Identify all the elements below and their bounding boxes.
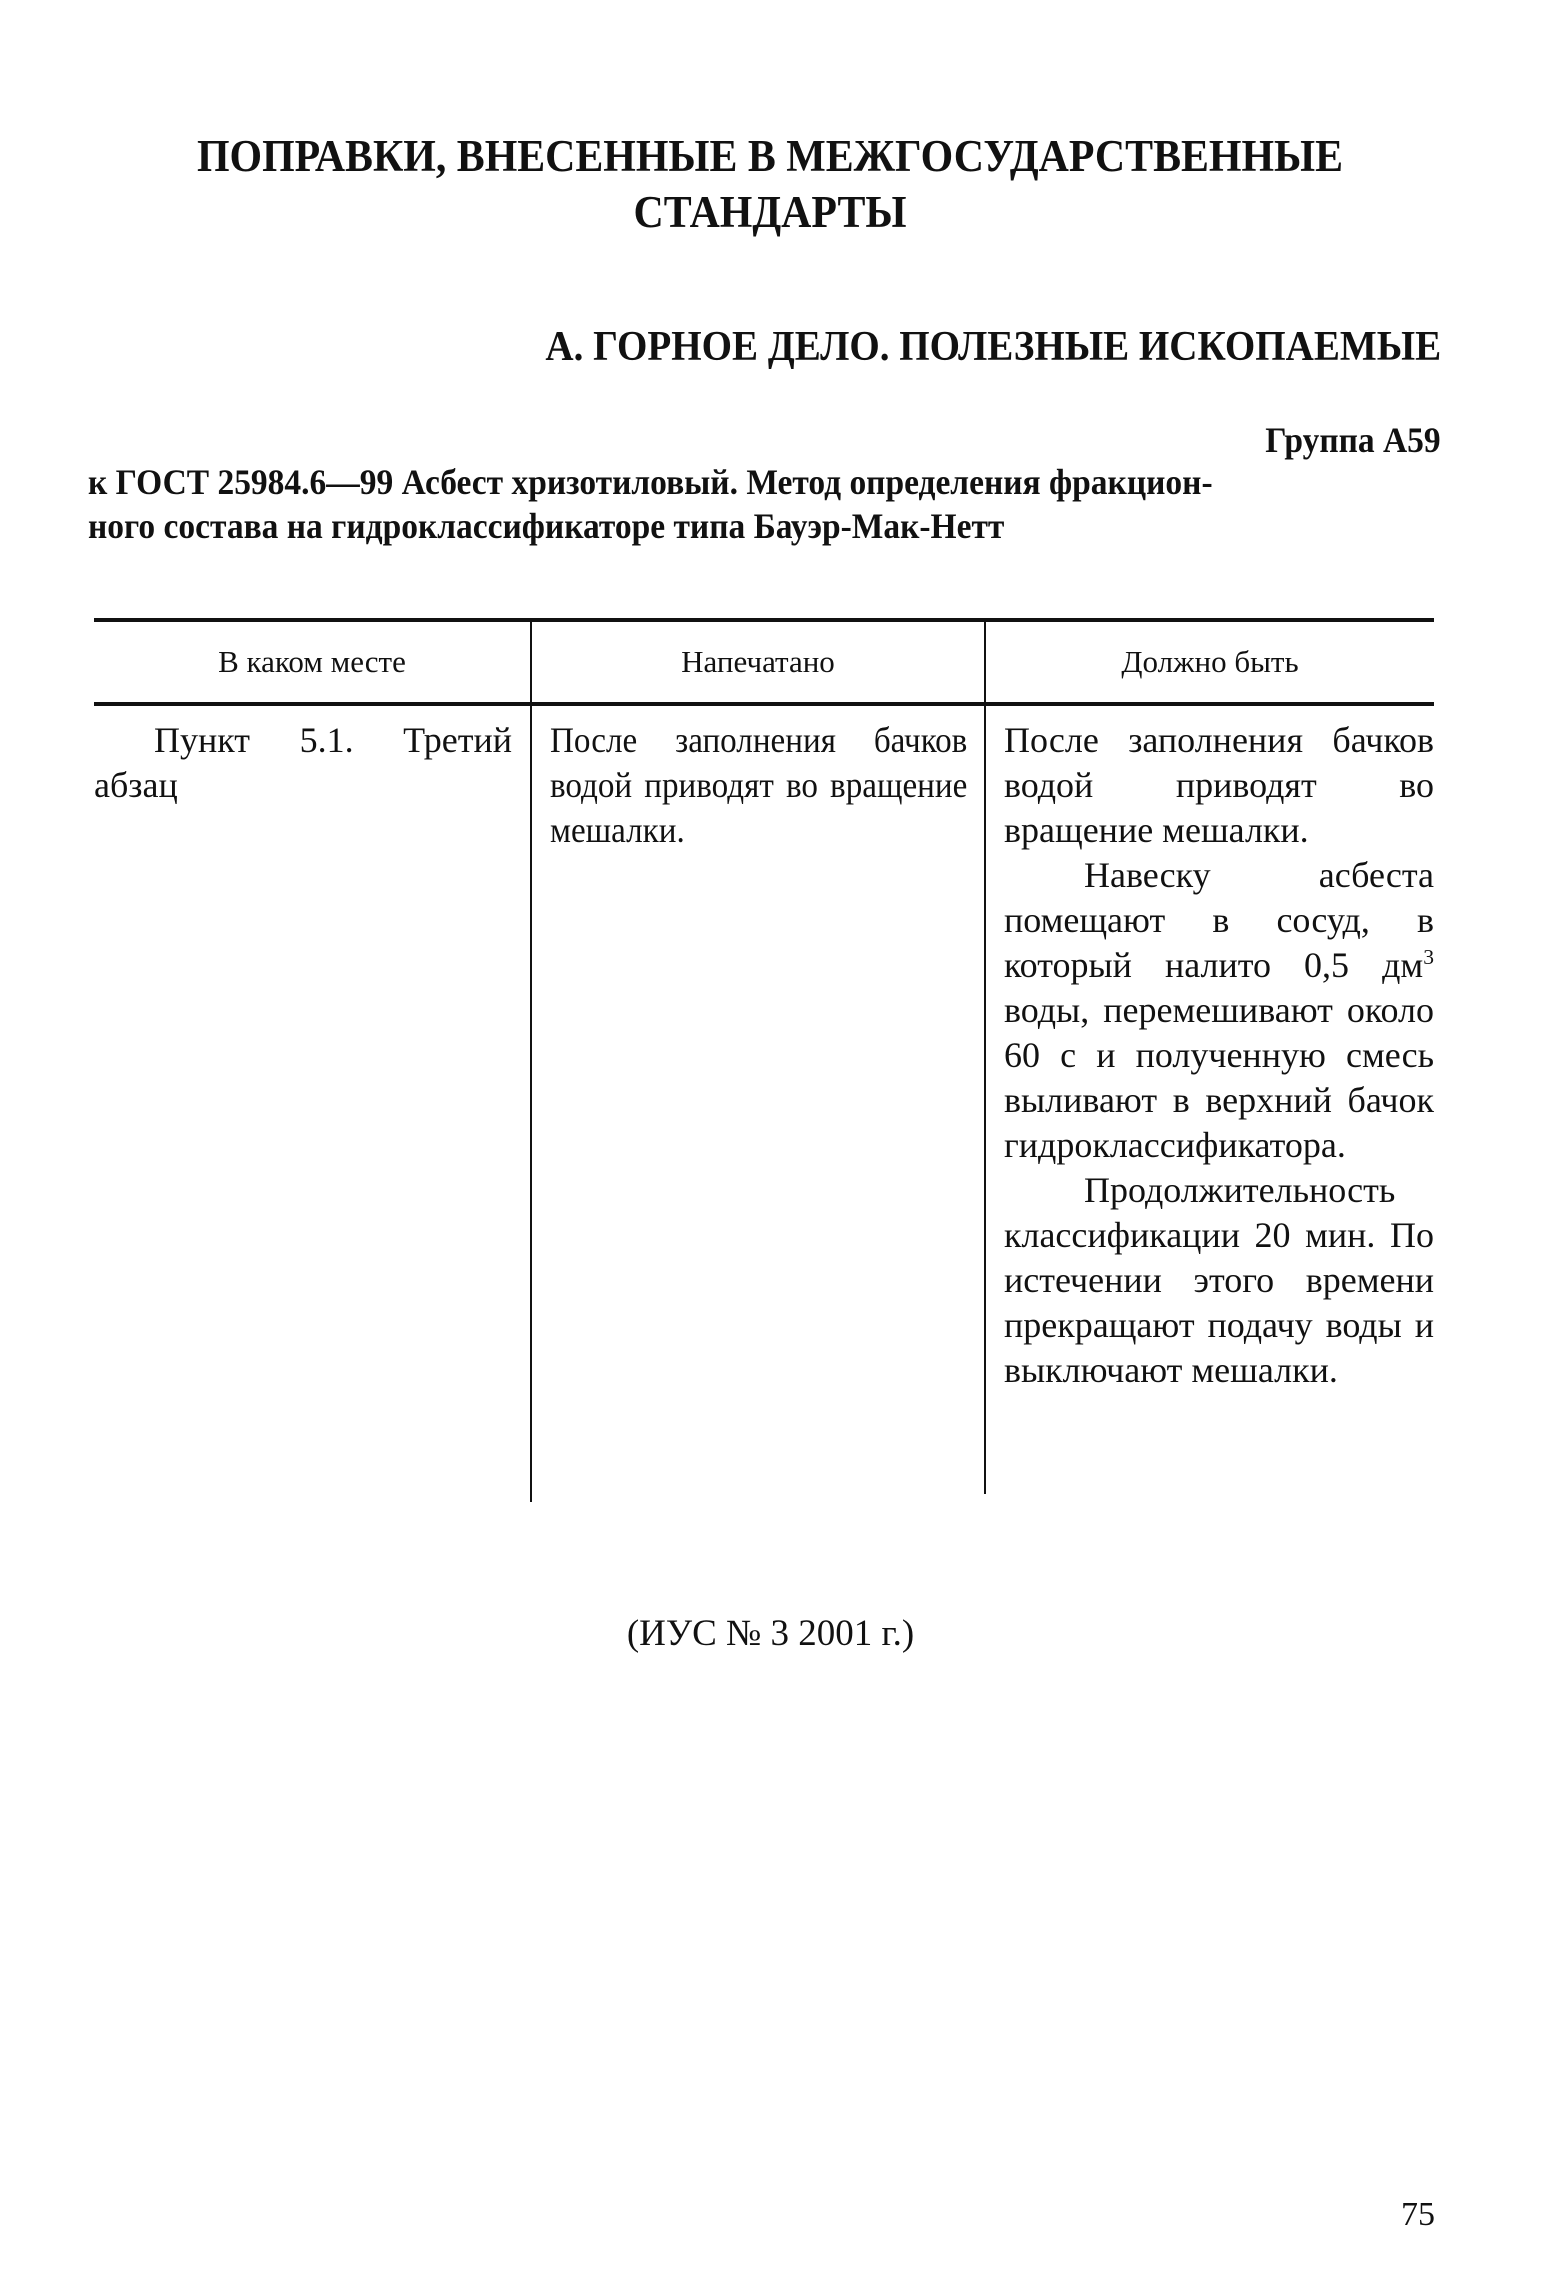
should-be-paragraph-1: После заполнения бачков водой приводят во вращение мешалки.: [1004, 720, 1434, 850]
standard-title-line: ного состава на гидроклассификаторе типа Бауэр-Мак-Нетт: [88, 506, 1005, 546]
location-text: Пункт 5.1. Третий абзац: [94, 720, 512, 805]
group-label: Группа А59: [1265, 420, 1441, 460]
cell-should-be: [1004, 718, 1434, 1393]
standard-title: [88, 460, 1353, 548]
source-note: (ИУС № 3 2001 г.): [626, 1613, 915, 1654]
column-header-should-be: Должно быть: [1121, 644, 1299, 679]
standard-title-line: к ГОСТ 25984.6—99 Асбест хризотиловый. Метод определения фракцион-: [88, 462, 1213, 502]
cell-printed: [550, 718, 970, 853]
paragraph-2-suffix: воды, перемешивают около 60 с и полученную смесь выливают в верхний бачок гидроклассификатора.: [1004, 990, 1434, 1165]
printed-wrapper: [550, 718, 967, 853]
table-header-rule: [94, 702, 1434, 706]
column-divider: [530, 622, 532, 1502]
amendments-table: [94, 618, 1434, 1508]
column-header-printed: Напечатано: [681, 644, 835, 679]
column-divider: [984, 622, 986, 1494]
paragraph-2-prefix: Навеску асбеста помещают в сосуд, в который налито 0,5 дм: [1004, 855, 1434, 985]
section-title: А. ГОРНОЕ ДЕЛО. ПОЛЕЗНЫЕ ИСКОПАЕМЫЕ: [545, 324, 1441, 370]
printed-text: После заполнения бачков водой приводят во вращение мешалки.: [550, 720, 968, 850]
cell-location: [94, 718, 512, 808]
should-be-paragraph-3: Продолжительность классификации 20 мин. По истечении этого времени прекращают подачу воды и выключают мешалки.: [1004, 1170, 1434, 1390]
page-number: 75: [1401, 2196, 1435, 2233]
superscript-cubed: 3: [1423, 945, 1434, 969]
should-be-paragraph-2: [1004, 853, 1434, 1168]
column-header-location: В каком месте: [218, 644, 406, 679]
main-title: ПОПРАВКИ, ВНЕСЕННЫЕ В МЕЖГОСУДАРСТВЕННЫЕ СТАНДАРТЫ: [196, 131, 1344, 237]
